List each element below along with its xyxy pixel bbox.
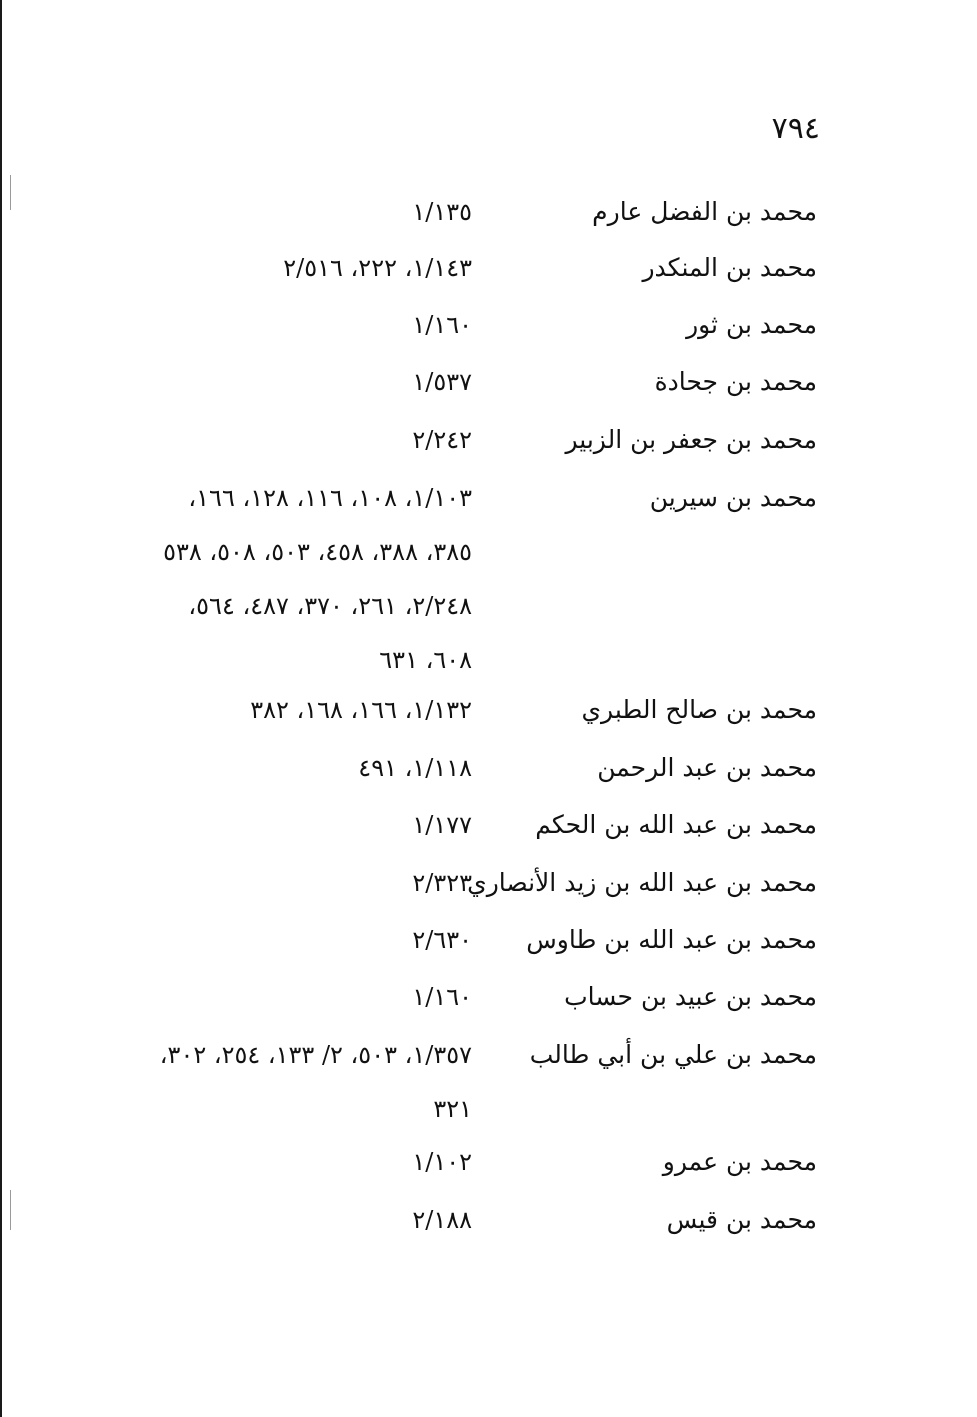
entry-page-refs [72, 1039, 472, 1147]
entry-name: محمد بن جحادة [654, 367, 817, 396]
entry-page-refs [72, 981, 472, 1035]
page-ref-line: ٦٠٨، ٦٣١ [379, 646, 472, 674]
page-ref-line: ١/٥٣٧ [412, 368, 472, 396]
entry-page-refs [72, 1204, 472, 1258]
entry-page-refs [72, 482, 472, 698]
entry-page-refs [72, 252, 472, 306]
page-ref-line: ١/١١٨، ٤٩١ [358, 754, 472, 782]
page-edge-line [0, 0, 2, 1417]
entry-name: محمد بن ثور [686, 310, 817, 339]
entry-page-refs [72, 752, 472, 806]
page-edge-mark [10, 1190, 11, 1230]
entry-page-refs [72, 867, 472, 921]
entry-name: محمد بن عبد الرحمن [597, 753, 817, 782]
page-ref-line: ١/٣٥٧، ٥٠٣، ٢/ ١٣٣، ٢٥٤، ٣٠٢، [159, 1041, 472, 1069]
entry-name: محمد بن المنكدر [642, 253, 817, 282]
entry-name: محمد بن سيرين [649, 483, 817, 512]
page-edge-mark [10, 175, 11, 210]
entry-name: محمد بن عبد الله بن زيد الأنصاري [467, 868, 817, 897]
page-ref-line: ١/١٠٣، ١٠٨، ١١٦، ١٢٨، ١٦٦، [188, 484, 472, 512]
page-ref-line: ١/١٣٥ [412, 198, 472, 226]
page-ref-line: ١/١٧٧ [412, 811, 472, 839]
entry-name: محمد بن قيس [666, 1205, 817, 1234]
entry-name: محمد بن صالح الطبري [581, 695, 817, 724]
page-ref-line: ١/١٦٠ [412, 311, 472, 339]
page-number: ٧٩٤ [771, 111, 820, 146]
page-ref-line: ١/١٣٢، ١٦٦، ١٦٨، ٣٨٢ [250, 696, 472, 724]
entry-page-refs [72, 366, 472, 420]
entry-page-refs [72, 424, 472, 478]
entry-name: محمد بن عبد الله بن طاوس [526, 925, 817, 954]
entry-page-refs [72, 694, 472, 748]
entry-page-refs [72, 924, 472, 978]
page-ref-line: ٣٨٥، ٣٨٨، ٤٥٨، ٥٠٣، ٥٠٨، ٥٣٨ [163, 538, 472, 566]
entry-page-refs [72, 196, 472, 250]
page-ref-line: ٢/٦٣٠ [412, 926, 472, 954]
page-ref-line: ٢/٢٤٢ [412, 426, 472, 454]
page-ref-line: ٢/٣٢٣ [412, 869, 472, 897]
page-ref-line: ٣٢١ [433, 1095, 472, 1123]
entry-page-refs [72, 1146, 472, 1200]
page-ref-line: ٢/٢٤٨، ٢٦١، ٣٧٠، ٤٨٧، ٥٦٤، [188, 592, 472, 620]
entry-name: محمد بن علي بن أبي طالب [529, 1040, 817, 1069]
entry-name: محمد بن جعفر بن الزبير [565, 425, 817, 454]
entry-page-refs [72, 309, 472, 363]
entry-page-refs [72, 809, 472, 863]
page-ref-line: ٢/١٨٨ [412, 1206, 472, 1234]
page-ref-line: ١/١٤٣، ٢٢٢، ٢/٥١٦ [283, 254, 472, 282]
entry-name: محمد بن عبيد بن حساب [564, 982, 817, 1011]
entry-name: محمد بن عبد الله بن الحكم [535, 810, 817, 839]
entry-name: محمد بن الفضل عارم [592, 197, 817, 226]
page-ref-line: ١/١٠٢ [412, 1148, 472, 1176]
entry-name: محمد بن عمرو [662, 1147, 817, 1176]
page-ref-line: ١/١٦٠ [412, 983, 472, 1011]
